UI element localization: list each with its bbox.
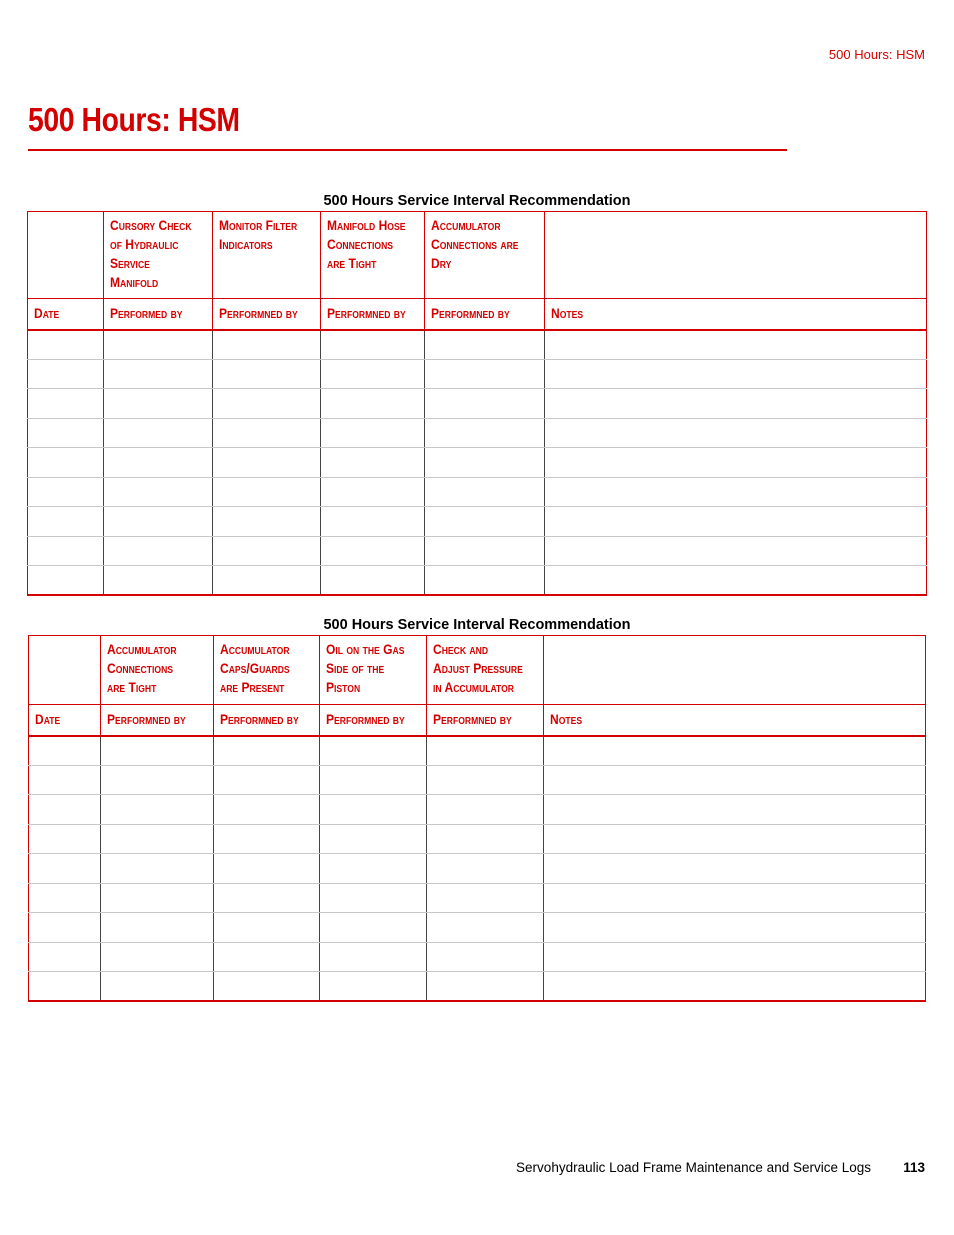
log-entry-cell[interactable] bbox=[28, 330, 104, 360]
page-number: 113 bbox=[903, 1160, 925, 1175]
column-header-row bbox=[28, 299, 927, 330]
log-entry-row bbox=[28, 389, 927, 419]
log-entry-cell[interactable] bbox=[544, 765, 926, 795]
log-entry-cell[interactable] bbox=[104, 507, 213, 537]
log-entry-cell[interactable] bbox=[320, 765, 427, 795]
log-entry-cell[interactable] bbox=[427, 854, 544, 884]
log-entry-cell[interactable] bbox=[214, 972, 320, 1002]
log-entry-cell[interactable] bbox=[320, 795, 427, 825]
log-entry-row bbox=[28, 359, 927, 389]
log-entry-cell[interactable] bbox=[544, 854, 926, 884]
log-entry-cell[interactable] bbox=[101, 824, 214, 854]
log-entry-cell[interactable] bbox=[28, 477, 104, 507]
log-entry-cell[interactable] bbox=[544, 972, 926, 1002]
log-entry-cell[interactable] bbox=[545, 566, 927, 596]
log-entry-cell[interactable] bbox=[104, 448, 213, 478]
column-header-notes: Notes bbox=[550, 711, 583, 728]
log-entry-cell[interactable] bbox=[545, 536, 927, 566]
log-entry-cell[interactable] bbox=[320, 972, 427, 1002]
log-entry-cell[interactable] bbox=[427, 765, 544, 795]
log-entry-cell[interactable] bbox=[427, 913, 544, 943]
log-entry-row bbox=[28, 477, 927, 507]
log-entry-cell[interactable] bbox=[213, 389, 321, 419]
log-entry-cell[interactable] bbox=[545, 330, 927, 360]
log-entry-cell[interactable] bbox=[101, 765, 214, 795]
log-entry-row bbox=[28, 566, 927, 596]
log-entry-row bbox=[28, 536, 927, 566]
log-entry-cell[interactable] bbox=[545, 418, 927, 448]
log-entry-row bbox=[29, 883, 926, 913]
footer-title: Servohydraulic Load Frame Maintenance and Service Logs bbox=[516, 1160, 871, 1175]
log-entry-row bbox=[29, 765, 926, 795]
log-entry-cell[interactable] bbox=[425, 389, 545, 419]
log-entry-cell[interactable] bbox=[28, 566, 104, 596]
log-entry-cell[interactable] bbox=[544, 795, 926, 825]
log-entry-row bbox=[28, 507, 927, 537]
log-entry-cell[interactable] bbox=[104, 566, 213, 596]
table-caption: 500 Hours Service Interval Recommendation bbox=[323, 617, 631, 633]
log-entry-row bbox=[29, 972, 926, 1002]
log-entry-cell[interactable] bbox=[28, 389, 104, 419]
column-header-performed-by: Performned by bbox=[107, 711, 186, 728]
log-entry-cell[interactable] bbox=[425, 330, 545, 360]
log-entry-cell[interactable] bbox=[320, 942, 427, 972]
task-header-row bbox=[29, 636, 926, 705]
log-entry-cell[interactable] bbox=[213, 507, 321, 537]
log-entry-cell[interactable] bbox=[29, 736, 101, 766]
log-entry-cell[interactable] bbox=[101, 972, 214, 1002]
log-entry-cell[interactable] bbox=[427, 942, 544, 972]
log-entry-cell[interactable] bbox=[321, 330, 425, 360]
task-header-cell: Monitor Filter Indicators bbox=[219, 217, 298, 252]
log-entry-cell[interactable] bbox=[545, 389, 927, 419]
log-entry-row bbox=[29, 854, 926, 884]
task-header-cell: Check and Adjust Pressure in Accumulator bbox=[433, 641, 523, 695]
task-header-cell: Accumulator Caps/Guards are Present bbox=[220, 641, 290, 695]
log-entry-cell[interactable] bbox=[214, 765, 320, 795]
log-entry-cell[interactable] bbox=[104, 477, 213, 507]
log-entry-cell[interactable] bbox=[544, 883, 926, 913]
log-entry-cell[interactable] bbox=[544, 942, 926, 972]
log-entry-cell[interactable] bbox=[214, 854, 320, 884]
log-entry-cell[interactable] bbox=[320, 824, 427, 854]
running-head: 500 Hours: HSM bbox=[828, 47, 925, 62]
log-entry-cell[interactable] bbox=[213, 359, 321, 389]
log-entry-cell[interactable] bbox=[545, 507, 927, 537]
log-entry-cell[interactable] bbox=[544, 736, 926, 766]
log-entry-cell[interactable] bbox=[425, 536, 545, 566]
log-entry-cell[interactable] bbox=[214, 795, 320, 825]
log-entry-cell[interactable] bbox=[28, 507, 104, 537]
log-entry-cell[interactable] bbox=[425, 507, 545, 537]
log-entry-row bbox=[29, 795, 926, 825]
column-header-performed-by: Performned by bbox=[220, 711, 299, 728]
log-entry-row bbox=[29, 942, 926, 972]
log-entry-cell[interactable] bbox=[320, 883, 427, 913]
column-header-performed-by: Performned by bbox=[431, 305, 510, 322]
log-entry-row bbox=[28, 330, 927, 360]
log-entry-row bbox=[28, 418, 927, 448]
log-entry-cell[interactable] bbox=[213, 330, 321, 360]
task-header-cell: Cursory Check of Hydraulic Service Manifold bbox=[110, 217, 192, 290]
column-header-performed-by: Performned by bbox=[433, 711, 512, 728]
log-entry-cell[interactable] bbox=[427, 972, 544, 1002]
log-entry-row bbox=[29, 736, 926, 766]
log-entry-cell[interactable] bbox=[29, 913, 101, 943]
column-header-date: Date bbox=[34, 305, 60, 322]
log-entry-cell[interactable] bbox=[544, 913, 926, 943]
log-entry-cell[interactable] bbox=[104, 359, 213, 389]
log-entry-cell[interactable] bbox=[29, 854, 101, 884]
log-entry-cell[interactable] bbox=[427, 795, 544, 825]
task-header-row bbox=[28, 212, 927, 299]
log-entry-cell[interactable] bbox=[427, 824, 544, 854]
log-entry-cell[interactable] bbox=[321, 536, 425, 566]
log-table bbox=[27, 211, 927, 596]
log-entry-cell[interactable] bbox=[320, 913, 427, 943]
log-entry-cell[interactable] bbox=[214, 942, 320, 972]
page-title: 500 Hours: HSM bbox=[28, 101, 240, 138]
log-table bbox=[28, 635, 926, 1002]
log-entry-cell[interactable] bbox=[321, 389, 425, 419]
log-entry-cell[interactable] bbox=[28, 536, 104, 566]
log-entry-cell[interactable] bbox=[29, 824, 101, 854]
table-caption: 500 Hours Service Interval Recommendation bbox=[323, 193, 631, 209]
task-header-cell: Accumulator Connections are Tight bbox=[107, 641, 177, 695]
log-entry-cell[interactable] bbox=[104, 536, 213, 566]
log-entry-cell[interactable] bbox=[321, 448, 425, 478]
log-entry-cell[interactable] bbox=[321, 418, 425, 448]
log-entry-cell[interactable] bbox=[29, 972, 101, 1002]
log-entry-cell[interactable] bbox=[425, 566, 545, 596]
log-entry-cell[interactable] bbox=[213, 566, 321, 596]
log-entry-cell[interactable] bbox=[104, 330, 213, 360]
log-entry-cell[interactable] bbox=[213, 536, 321, 566]
log-entry-cell[interactable] bbox=[425, 448, 545, 478]
log-entry-cell[interactable] bbox=[213, 477, 321, 507]
log-entry-cell[interactable] bbox=[545, 359, 927, 389]
log-entry-cell[interactable] bbox=[29, 795, 101, 825]
log-entry-cell[interactable] bbox=[320, 736, 427, 766]
log-entry-cell[interactable] bbox=[214, 913, 320, 943]
log-entry-cell[interactable] bbox=[28, 359, 104, 389]
log-entry-cell[interactable] bbox=[101, 942, 214, 972]
log-entry-row bbox=[29, 913, 926, 943]
log-entry-cell[interactable] bbox=[214, 736, 320, 766]
log-entry-cell[interactable] bbox=[214, 824, 320, 854]
log-entry-cell[interactable] bbox=[545, 448, 927, 478]
column-header-notes: Notes bbox=[551, 305, 584, 322]
log-entry-cell[interactable] bbox=[321, 566, 425, 596]
log-entry-row bbox=[29, 824, 926, 854]
log-entry-cell[interactable] bbox=[28, 418, 104, 448]
log-entry-cell[interactable] bbox=[425, 477, 545, 507]
log-entry-cell[interactable] bbox=[214, 883, 320, 913]
column-header-performed-by: Performned by bbox=[326, 711, 405, 728]
task-header-cell: Manifold Hose Connections are Tight bbox=[327, 217, 406, 271]
log-entry-cell[interactable] bbox=[101, 854, 214, 884]
log-entry-cell[interactable] bbox=[425, 418, 545, 448]
log-entry-cell[interactable] bbox=[28, 448, 104, 478]
log-entry-cell[interactable] bbox=[321, 477, 425, 507]
log-entry-cell[interactable] bbox=[425, 359, 545, 389]
log-entry-cell[interactable] bbox=[29, 942, 101, 972]
log-entry-cell[interactable] bbox=[427, 883, 544, 913]
title-rule bbox=[28, 149, 787, 151]
log-entry-row bbox=[28, 448, 927, 478]
log-entry-cell[interactable] bbox=[213, 418, 321, 448]
service-log-table-2 bbox=[28, 615, 926, 1002]
log-entry-cell[interactable] bbox=[101, 883, 214, 913]
task-header-cell: Oil on the Gas Side of the Piston bbox=[326, 641, 405, 695]
log-entry-cell[interactable] bbox=[545, 477, 927, 507]
service-log-table-1 bbox=[27, 191, 927, 596]
log-entry-cell[interactable] bbox=[101, 736, 214, 766]
task-header-cell: Accumulator Connections are Dry bbox=[431, 217, 519, 271]
log-entry-cell[interactable] bbox=[427, 736, 544, 766]
log-entry-cell[interactable] bbox=[104, 389, 213, 419]
log-entry-cell[interactable] bbox=[101, 795, 214, 825]
log-entry-cell[interactable] bbox=[321, 507, 425, 537]
column-header-date: Date bbox=[35, 711, 61, 728]
log-entry-cell[interactable] bbox=[104, 418, 213, 448]
column-header-performed-by: Performed by bbox=[110, 305, 183, 322]
log-entry-cell[interactable] bbox=[320, 854, 427, 884]
log-entry-cell[interactable] bbox=[544, 824, 926, 854]
log-entry-cell[interactable] bbox=[29, 883, 101, 913]
column-header-performed-by: Performned by bbox=[219, 305, 298, 322]
log-entry-cell[interactable] bbox=[213, 448, 321, 478]
column-header-performed-by: Performned by bbox=[327, 305, 406, 322]
column-header-row bbox=[29, 705, 926, 736]
log-entry-cell[interactable] bbox=[101, 913, 214, 943]
log-entry-cell[interactable] bbox=[29, 765, 101, 795]
log-entry-cell[interactable] bbox=[321, 359, 425, 389]
